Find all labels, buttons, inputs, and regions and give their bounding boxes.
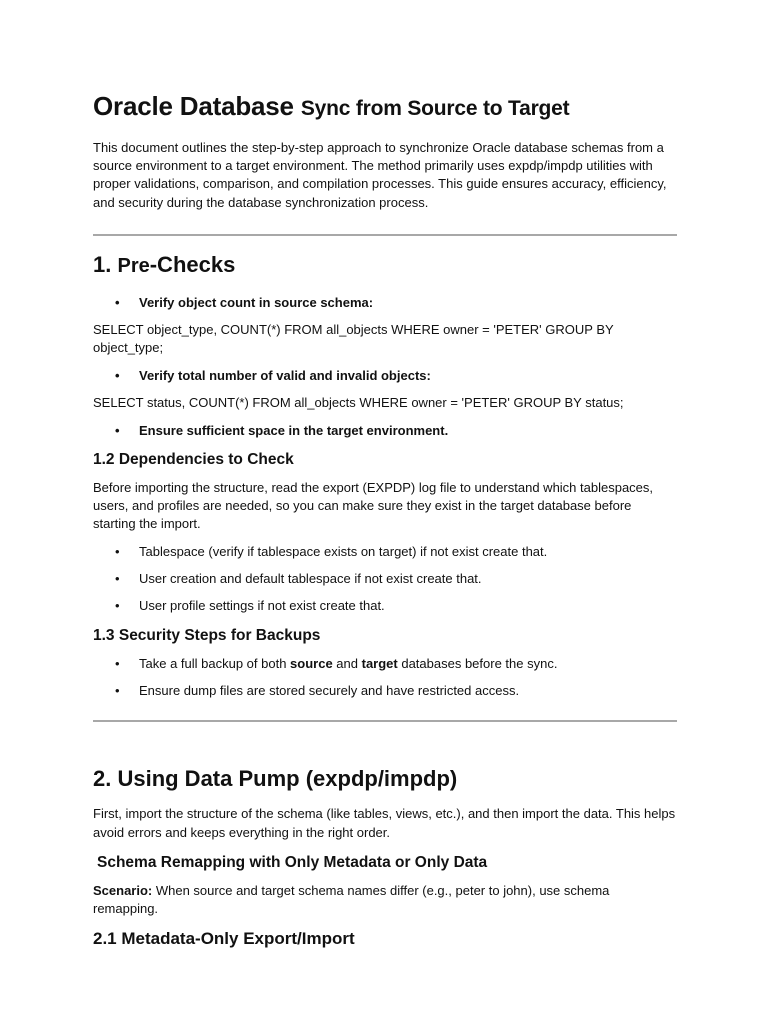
backup-list	[93, 655, 677, 700]
dependencies-paragraph: Before importing the structure, read the export (EXPDP) log file to understand which tablespaces, users, and profiles are needed, so you can make sure they exist in the target database before starting the import.	[93, 479, 654, 532]
bullet-icon: •	[115, 598, 120, 614]
scenario-paragraph: Scenario: When source and target schema names differ (e.g., peter to john), use schema remapping.	[93, 882, 610, 917]
list-item: • Ensure sufficient space in the target environment.	[115, 422, 449, 438]
list-item: • Verify total number of valid and invalid objects:	[115, 367, 431, 383]
scenario-label: Scenario:	[93, 882, 153, 898]
check-list-2	[93, 367, 677, 385]
document-title	[93, 88, 677, 127]
intro-paragraph: This document outlines the step-by-step approach to synchronize Oracle database schemas from a source environment to a target environment. The method primarily uses expdp/impdp utilities with proper validations, comparison, and compilation processes. This guide ensures accuracy, efficiency, and security during the database synchronization process.	[93, 140, 667, 210]
bullet-icon: •	[115, 294, 120, 310]
section-2-1-heading: 2.1 Metadata-Only Export/Import	[93, 929, 355, 949]
dependencies-list	[93, 543, 677, 615]
list-item: • Ensure dump files are stored securely and have restricted access.	[115, 683, 520, 699]
list-item: • Tablespace (verify if tablespace exists on target) if not exist create that.	[115, 544, 548, 560]
list-item: • Verify object count in source schema:	[115, 294, 374, 310]
bullet-icon: •	[115, 544, 120, 560]
title-part-2: Sync from Source to Target	[300, 97, 570, 120]
bullet-icon: •	[115, 367, 120, 383]
section-2-heading: 2. Using Data Pump (expdp/impdp)	[93, 766, 458, 792]
bullet-icon: •	[115, 422, 120, 438]
check-list-1	[93, 294, 677, 312]
bullet-icon: •	[115, 571, 120, 587]
section-1-heading: 1. Pre-Checks	[93, 251, 236, 277]
bullet-icon: •	[115, 683, 120, 699]
title-part-1: Oracle Database	[93, 91, 294, 121]
section-1-3-heading: 1.3 Security Steps for Backups	[93, 627, 321, 645]
data-pump-paragraph: First, import the structure of the schema (like tables, views, etc.), and then import the data. This helps avoid errors and keeps everything in the right order.	[93, 806, 676, 840]
check-list-3	[93, 422, 677, 440]
sql-query-1: SELECT object_type, COUNT(*) FROM all_objects WHERE owner = 'PETER' GROUP BY object_type;	[93, 321, 614, 355]
list-item: • User profile settings if not exist create that.	[115, 598, 385, 614]
bullet-icon: •	[115, 656, 120, 672]
section-1-2-heading: 1.2 Dependencies to Check	[93, 450, 294, 468]
schema-remapping-heading: Schema Remapping with Only Metadata or Only Data	[97, 853, 488, 871]
document-page	[93, 88, 677, 950]
list-item: • Take a full backup of both source and target databases before the sync.	[115, 656, 558, 672]
sql-query-2: SELECT status, COUNT(*) FROM all_objects WHERE owner = 'PETER' GROUP BY status;	[93, 394, 624, 410]
divider	[93, 720, 677, 722]
divider	[93, 234, 677, 236]
list-item: • User creation and default tablespace if not exist create that.	[115, 571, 482, 587]
